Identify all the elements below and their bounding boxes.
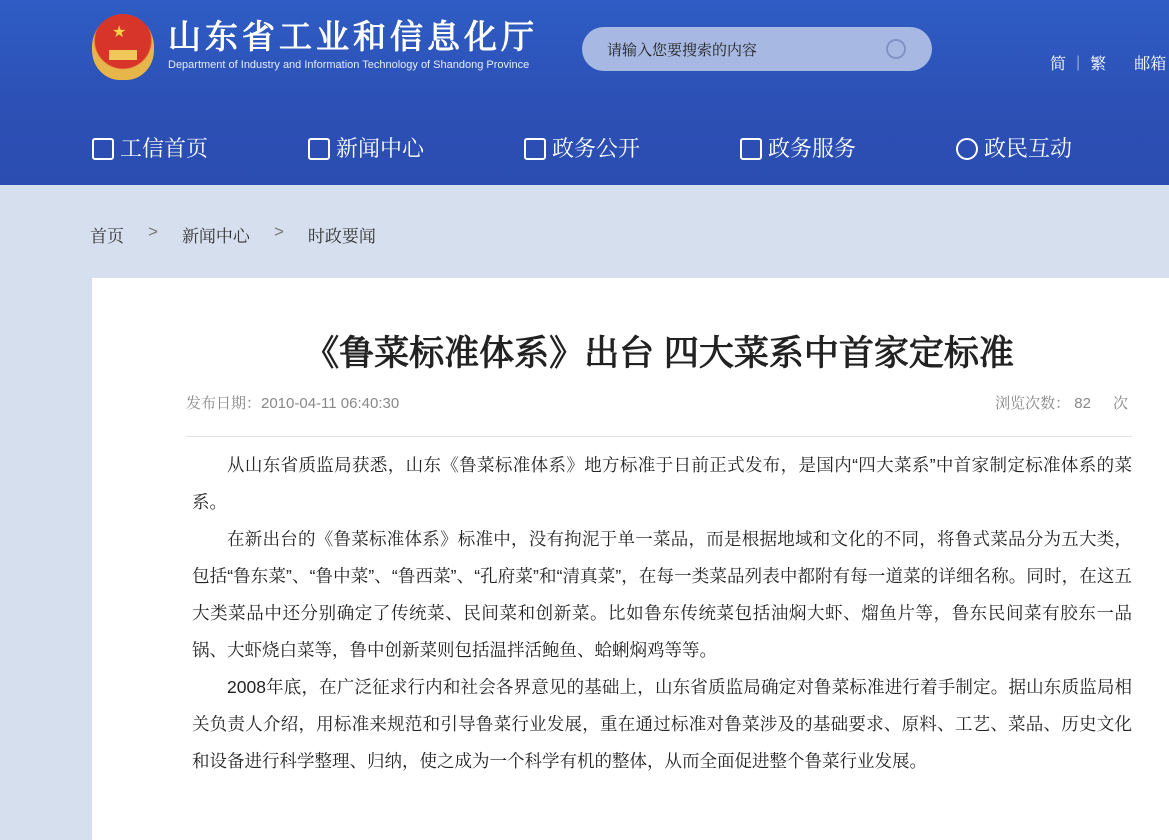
article-meta bbox=[186, 394, 1132, 414]
article-body bbox=[192, 447, 1132, 780]
nav-label: 新闻中心 bbox=[336, 136, 425, 161]
main-nav bbox=[92, 134, 1072, 164]
lang-simplified-link[interactable]: 简 bbox=[1050, 56, 1067, 73]
breadcrumb-current[interactable]: 时政要闻 bbox=[307, 227, 376, 246]
top-links bbox=[1050, 51, 1166, 74]
breadcrumb-news[interactable]: 新闻中心 bbox=[181, 227, 250, 246]
nav-label: 政务服务 bbox=[768, 136, 857, 161]
article-card bbox=[92, 278, 1169, 840]
nav-item-interaction[interactable] bbox=[956, 134, 1072, 164]
article-title: 《鲁菜标准体系》出台 四大菜系中首家定标准 bbox=[304, 334, 1014, 373]
nav-label: 政务公开 bbox=[552, 136, 641, 161]
views-label: 浏览次数： bbox=[995, 395, 1071, 412]
nav-item-gov-affairs[interactable] bbox=[524, 134, 740, 164]
divider bbox=[186, 436, 1132, 437]
breadcrumb-home[interactable]: 首页 bbox=[90, 227, 124, 246]
views-value: 82 bbox=[1074, 395, 1091, 412]
monitor-icon bbox=[524, 138, 546, 160]
nav-item-gov-service[interactable] bbox=[740, 134, 956, 164]
search-input[interactable] bbox=[582, 27, 932, 71]
nav-label: 工信首页 bbox=[120, 136, 209, 161]
document-icon bbox=[308, 138, 330, 160]
site-subtitle: Department of Industry and Information Technology of Shandong Province bbox=[168, 59, 530, 71]
view-count bbox=[995, 394, 1132, 414]
site-header bbox=[0, 0, 1169, 185]
national-emblem-logo: ★ bbox=[92, 14, 154, 80]
nav-label: 政民互动 bbox=[984, 136, 1073, 161]
service-icon bbox=[740, 138, 762, 160]
brand bbox=[168, 18, 538, 72]
breadcrumb-separator: > bbox=[148, 222, 158, 241]
site-title[interactable]: 山东省工业和信息化厅 bbox=[168, 18, 538, 55]
paragraph: 从山东省质监局获悉，山东《鲁菜标准体系》地方标准于日前正式发布，是国内“四大菜系”中首家制定标准体系的菜系。 bbox=[192, 455, 1132, 512]
paragraph: 2008年底，在广泛征求行内和社会各界意见的基础上，山东省质监局确定对鲁菜标准进行着手制定。据山东质监局相关负责人介绍，用标准来规范和引导鲁菜行业发展，重在通过标准对鲁菜涉及的基础要求、原料、工艺、菜品、历史文化和设备进行科学整理、归纳，使之成为一个科学有机的整体，从而全面促进整个鲁菜行业发展。 bbox=[192, 677, 1132, 771]
paragraph: 在新出台的《鲁菜标准体系》标准中，没有拘泥于单一菜品，而是根据地域和文化的不同，将鲁式菜品分为五大类，包括“鲁东菜”、“鲁中菜”、“鲁西菜”、“孔府菜”和“清真菜”，在每一类菜品列表中都附有每一道菜的详细名称。同时，在这五大类菜品中还分别确定了传统菜、民间菜和创新菜。比如鲁东传统菜包括油焖大虾、熘鱼片等，鲁东民间菜有胶东一品锅、大虾烧白菜等，鲁中创新菜则包括温拌活鲍鱼、蛤蜊焖鸡等等。 bbox=[192, 529, 1132, 660]
mail-link[interactable]: 邮箱 bbox=[1134, 56, 1167, 73]
search-icon[interactable] bbox=[886, 39, 906, 59]
views-unit: 次 bbox=[1112, 395, 1128, 412]
breadcrumb bbox=[90, 222, 376, 247]
nav-item-home[interactable] bbox=[92, 134, 308, 164]
lang-traditional-link[interactable]: 繁 bbox=[1090, 56, 1107, 73]
search-placeholder: 请输入您要搜索的内容 bbox=[607, 41, 758, 59]
breadcrumb-separator: > bbox=[273, 222, 284, 241]
nav-item-news[interactable] bbox=[308, 134, 524, 164]
chat-icon bbox=[956, 138, 978, 160]
publish-date: 发布日期：2010-04-11 06:40:30 bbox=[186, 395, 400, 412]
lang-separator: | bbox=[1076, 53, 1081, 71]
home-icon bbox=[92, 138, 114, 160]
